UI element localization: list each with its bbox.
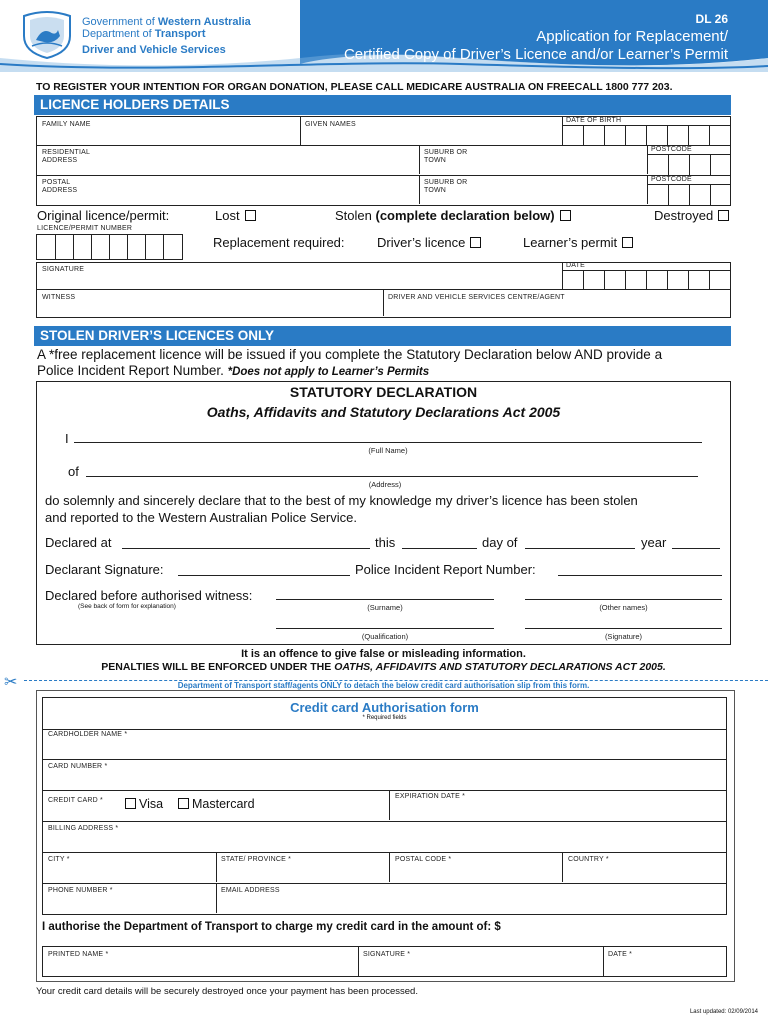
solemn-line-2: and reported to the Western Australian Police Service. (45, 510, 357, 525)
wa-crest-logo (18, 10, 76, 60)
scissors-icon: ✂ (4, 674, 18, 691)
postal-row (36, 176, 731, 206)
declarant-signature-label: Declarant Signature: (45, 562, 164, 577)
email-input[interactable] (219, 896, 724, 912)
witness-row (36, 290, 731, 318)
witness-label: WITNESS (42, 294, 76, 301)
date-label: DATE (566, 262, 585, 269)
postal-suburb-label: SUBURB OR TOWN (424, 179, 468, 194)
cardholder-input[interactable] (45, 741, 723, 757)
signature-label: SIGNATURE (42, 266, 85, 273)
postal-address-input[interactable] (87, 180, 417, 202)
witness-surname-input[interactable] (276, 599, 494, 600)
city-label: CITY * (48, 856, 70, 863)
licence-section-title: LICENCE HOLDERS DETAILS (34, 95, 731, 115)
credit-card-type-row (42, 791, 727, 822)
i-label: I (65, 431, 69, 446)
postal-code-input[interactable] (393, 865, 559, 881)
postal-address-label: POSTAL ADDRESS (42, 179, 78, 194)
phone-label: PHONE NUMBER * (48, 887, 113, 894)
witness-input[interactable] (39, 302, 379, 314)
learners-note: *Does not apply to Learner’s Permits (227, 366, 430, 378)
solemn-line-1: do solemnly and sincerely declare that to the best of my knowledge my driver’s licence has been stolen (45, 493, 638, 508)
witness-signature-input[interactable] (525, 628, 722, 629)
full-name-input[interactable] (74, 442, 702, 443)
declared-at-input[interactable] (122, 548, 370, 549)
declaration-act: Oaths, Affidavits and Statutory Declarations Act 2005 (206, 404, 561, 420)
stolen-option[interactable]: Stolen (complete declaration below) (335, 208, 571, 223)
form-title-line-2: Certified Copy of Driver’s Licence and/or Learner’s Permit (343, 46, 728, 63)
postal-postcode-label: POSTCODE (651, 176, 692, 183)
gov-line-2: Department of Transport (82, 28, 206, 40)
learners-permit-option[interactable]: Learner’s permit (523, 235, 633, 250)
email-label: EMAIL ADDRESS (221, 887, 280, 894)
offence-line-2: PENALTIES WILL BE ENFORCED UNDER THE OATHS, AFFIDAVITS AND STATUTORY DECLARATIONS ACT 2005. (101, 661, 666, 673)
card-destroyed-note: Your credit card details will be securely destroyed once your payment has been processed. (36, 986, 418, 997)
given-names-input[interactable] (303, 129, 559, 143)
dvs-name: Driver and Vehicle Services (82, 44, 226, 56)
other-names-caption: (Other names) (599, 603, 648, 612)
year-input[interactable] (672, 548, 720, 549)
cc-title: Credit card Authorisation form (290, 700, 479, 715)
authorise-statement: I authorise the Department of Transport to charge my credit card in the amount of: $ (42, 921, 501, 933)
expiration-input[interactable] (393, 803, 723, 819)
country-label: COUNTRY * (568, 856, 609, 863)
original-licence-label: Original licence/permit: (37, 208, 170, 223)
this-label: this (375, 535, 396, 550)
month-input[interactable] (525, 548, 635, 549)
lost-option[interactable]: Lost (215, 208, 256, 223)
residential-postcode-label: POSTCODE (651, 146, 692, 153)
police-report-label: Police Incident Report Number: (355, 562, 536, 577)
postal-suburb-input[interactable] (467, 180, 645, 202)
gov-line-1: Government of Western Australia (82, 16, 251, 28)
this-day-input[interactable] (402, 548, 477, 549)
dob-label: DATE OF BIRTH (566, 117, 622, 124)
visa-option[interactable]: Visa (125, 797, 163, 811)
printed-name-label: PRINTED NAME * (48, 951, 109, 958)
cc-required-note: * Required fields (362, 715, 407, 721)
licence-number-label: LICENCE/PERMIT NUMBER (37, 225, 133, 232)
of-label: of (68, 464, 79, 479)
organ-donation-notice: TO REGISTER YOUR INTENTION FOR ORGAN DONATION, PLEASE CALL MEDICARE AUSTRALIA ON FREECALL 1800 777 203. (36, 81, 673, 93)
phone-input[interactable] (45, 896, 213, 912)
destroyed-checkbox[interactable] (718, 210, 729, 221)
surname-caption: (Surname) (367, 603, 403, 612)
learners-permit-checkbox[interactable] (622, 237, 633, 248)
residential-row (36, 146, 731, 176)
phone-row (42, 884, 727, 915)
card-number-row (42, 760, 727, 791)
destroyed-option[interactable]: Destroyed (654, 208, 729, 223)
qualification-caption: (Qualification) (361, 632, 409, 641)
witness-qualification-input[interactable] (276, 628, 494, 629)
offence-line-1: It is an offence to give false or misleading information. (241, 648, 526, 660)
signature-input[interactable] (39, 273, 559, 287)
address-input[interactable] (86, 476, 698, 477)
residential-suburb-input[interactable] (467, 150, 645, 172)
name-row (36, 116, 731, 146)
residential-address-label: RESIDENTIAL ADDRESS (42, 149, 91, 164)
form-code: DL 26 (695, 12, 728, 26)
country-input[interactable] (565, 865, 725, 881)
declared-at-label: Declared at (45, 535, 112, 550)
credit-card-label: CREDIT CARD * (48, 797, 103, 804)
state-input[interactable] (219, 865, 387, 881)
residential-postcode-input[interactable] (647, 154, 731, 175)
mastercard-option[interactable]: Mastercard (178, 797, 255, 811)
city-row (42, 853, 727, 884)
centre-agent-input[interactable] (387, 302, 727, 314)
given-names-label: GIVEN NAMES (305, 121, 356, 128)
billing-row (42, 822, 727, 853)
last-updated: Last updated: 02/09/2014 (689, 1009, 758, 1015)
card-number-label: CARD NUMBER * (48, 763, 108, 770)
visa-checkbox[interactable] (125, 798, 136, 809)
postal-code-label: POSTAL CODE * (395, 856, 452, 863)
detach-note: Department of Transport staff/agents ONLY to detach the below credit card authorisation slip from this form. (177, 681, 590, 690)
replacement-required-label: Replacement required: (213, 235, 345, 250)
residential-address-input[interactable] (87, 150, 417, 172)
printed-name-input[interactable] (45, 959, 355, 975)
card-number-input[interactable] (45, 772, 723, 788)
family-name-input[interactable] (39, 129, 297, 143)
dob-input[interactable] (562, 125, 731, 146)
cc-title-row (42, 697, 727, 730)
declaration-title: STATUTORY DECLARATION (289, 384, 478, 400)
cardholder-label: CARDHOLDER NAME * (48, 731, 128, 738)
declarant-signature-input[interactable] (178, 575, 350, 576)
lost-checkbox[interactable] (245, 210, 256, 221)
date-input[interactable] (562, 270, 731, 290)
family-name-label: FAMILY NAME (42, 121, 91, 128)
declared-before-label: Declared before authorised witness: (45, 588, 253, 603)
cc-signature-input[interactable] (361, 959, 601, 975)
cc-signature-label: SIGNATURE * (363, 951, 411, 958)
cardholder-row (42, 729, 727, 760)
police-report-input[interactable] (558, 575, 722, 576)
witness-other-names-input[interactable] (525, 599, 722, 600)
drivers-licence-checkbox[interactable] (470, 237, 481, 248)
city-input[interactable] (45, 865, 213, 881)
licence-number-input[interactable] (36, 234, 183, 260)
drivers-licence-option[interactable]: Driver’s licence (377, 235, 481, 250)
cc-date-label: DATE * (608, 951, 633, 958)
year-label: year (641, 535, 667, 550)
billing-input[interactable] (45, 834, 723, 850)
mastercard-checkbox[interactable] (178, 798, 189, 809)
form-title-line-1: Application for Replacement/ (536, 28, 728, 45)
stolen-paragraph-line-1: A *free replacement licence will be issued if you complete the Statutory Declaration below AND provide a (37, 347, 663, 362)
stolen-checkbox[interactable] (560, 210, 571, 221)
cc-date-input[interactable] (606, 959, 724, 975)
billing-label: BILLING ADDRESS * (48, 825, 119, 832)
expiration-label: EXPIRATION DATE * (395, 793, 466, 800)
day-of-label: day of (482, 535, 518, 550)
signature-row (36, 262, 731, 290)
stolen-paragraph-line-2: Police Incident Report Number. *Does not apply to Learner’s Permits (37, 363, 430, 378)
signature-caption: (Signature) (604, 632, 643, 641)
see-back-note: (See back of form for explanation) (78, 603, 176, 610)
printed-name-row (42, 946, 727, 977)
centre-agent-label: DRIVER AND VEHICLE SERVICES CENTRE/AGENT (388, 294, 565, 301)
stolen-section-title: STOLEN DRIVER’S LICENCES ONLY (34, 326, 731, 346)
address-caption: (Address) (368, 480, 402, 489)
postal-postcode-input[interactable] (647, 184, 731, 205)
residential-suburb-label: SUBURB OR TOWN (424, 149, 468, 164)
state-label: STATE/ PROVINCE * (221, 856, 292, 863)
full-name-caption: (Full Name) (368, 446, 408, 455)
